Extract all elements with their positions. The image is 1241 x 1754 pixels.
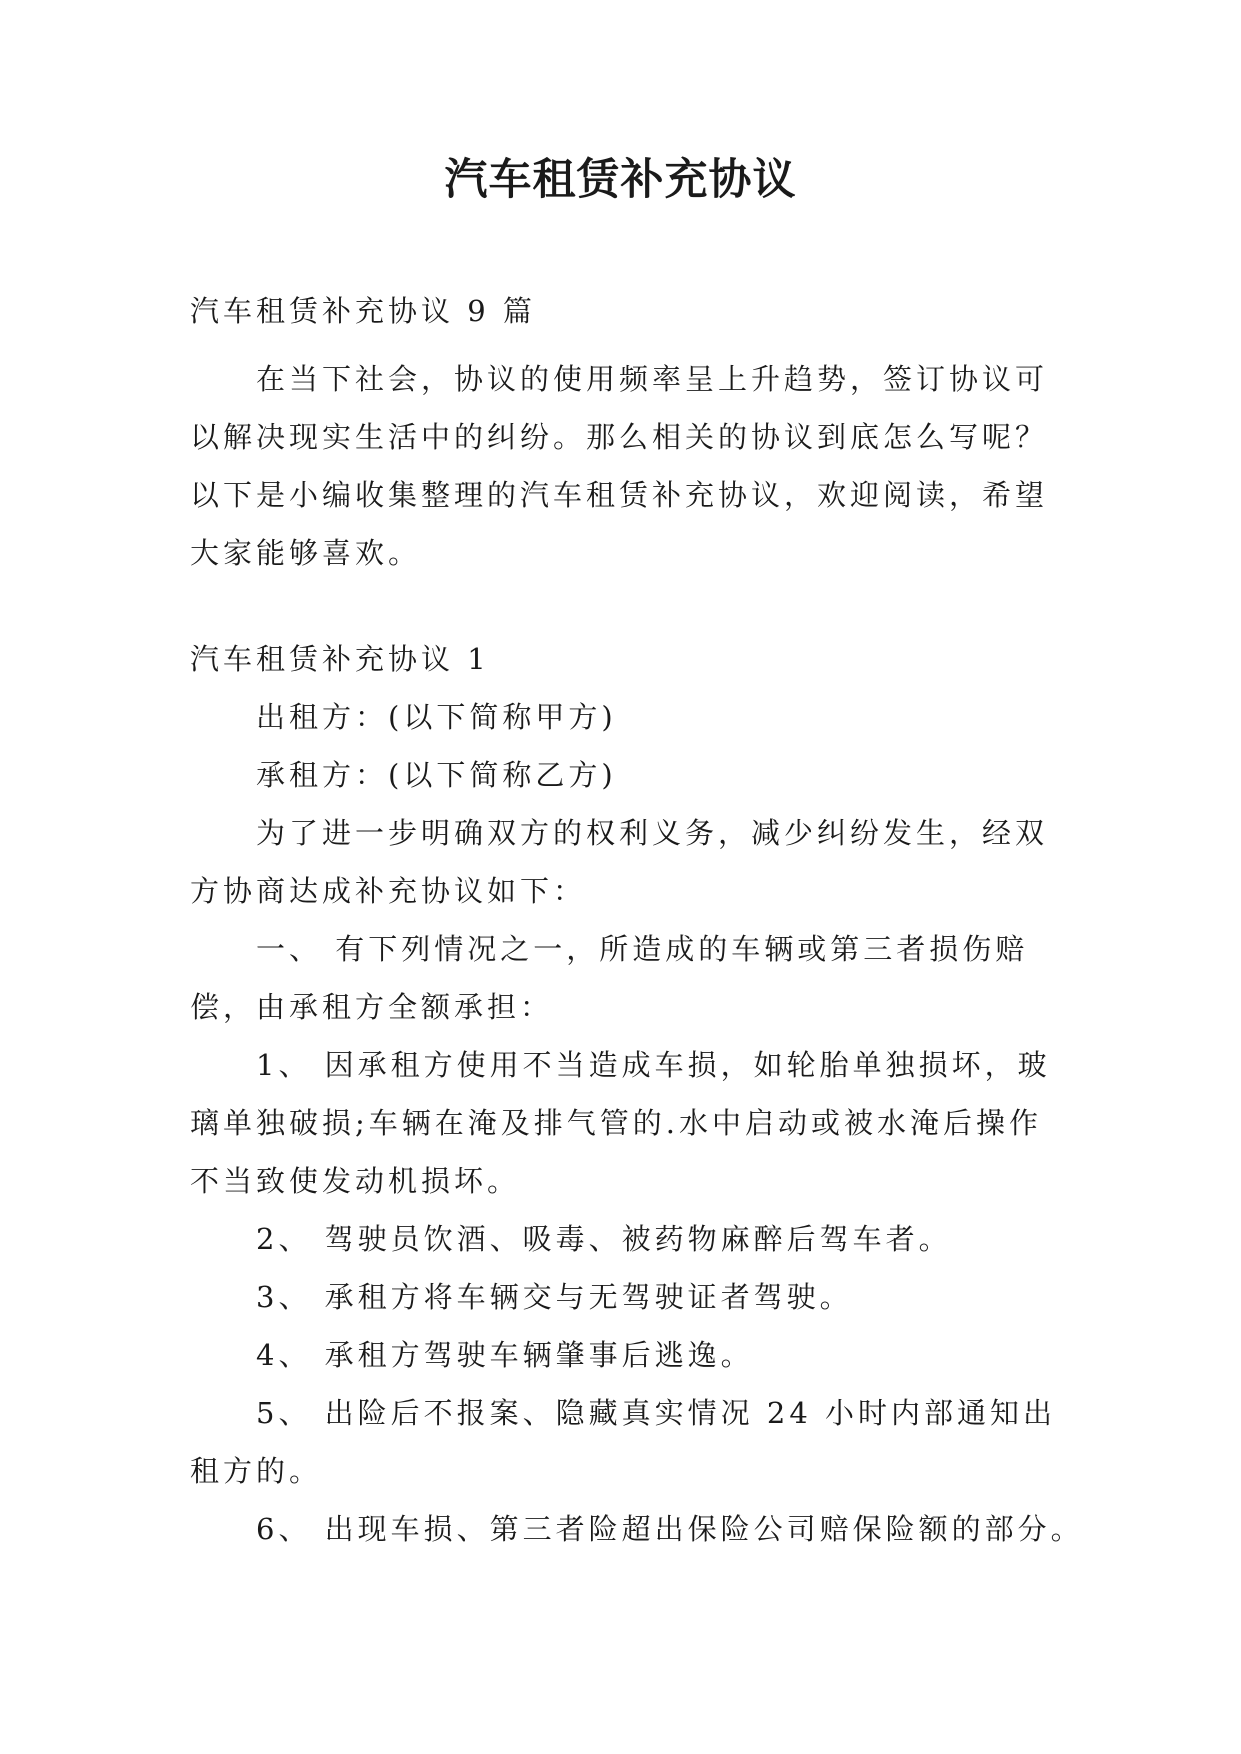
paragraph-line: 为了进一步明确双方的权利义务，减少纠纷发生，经双 [256,816,1049,850]
clause-one [190,920,1052,1036]
intro-paragraph [190,350,1052,582]
clause-item-3: 3、 承租方将车辆交与无驾驶证者驾驶。 [256,1280,853,1314]
document-title: 汽车租赁补充协议 [444,155,797,205]
lessor-line: 出租方：(以下简称甲方) [256,700,617,734]
clause-item-6: 6、 出现车损、第三者险超出保险公司赔保险额的部分。 [256,1512,1084,1546]
paragraph-line: 5、 出险后不报案、隐藏真实情况 24 小时内部通知出 [256,1396,1057,1430]
clause-item-4: 4、 承租方驾驶车辆肇事后逃逸。 [256,1338,754,1372]
paragraph-line: 以解决现实生活中的纠纷。那么相关的协议到底怎么写呢？ [190,420,1049,454]
paragraph-line: 以下是小编收集整理的汽车租赁补充协议，欢迎阅读，希望 [190,478,1049,512]
paragraph-line: 偿，由承租方全额承担： [190,990,554,1024]
clause-item-1 [190,1036,1052,1210]
paragraph-line: 璃单独破损;车辆在淹及排气管的.水中启动或被水淹后操作 [190,1106,1042,1140]
intro-heading: 汽车租赁补充协议 9 篇 [190,294,536,328]
paragraph-line: 1、 因承租方使用不当造成车损，如轮胎单独损坏，玻 [256,1048,1051,1082]
clause-item-2: 2、 驾驶员饮酒、吸毒、被药物麻醉后驾车者。 [256,1222,952,1256]
paragraph-line: 在当下社会，协议的使用频率呈上升趋势，签订协议可 [256,362,1049,396]
lessee-line: 承租方：(以下简称乙方) [256,758,617,792]
paragraph-line: 不当致使发动机损坏。 [190,1164,521,1198]
paragraph-line: 一、 有下列情况之一，所造成的车辆或第三者损伤赔 [256,932,1029,966]
section-heading: 汽车租赁补充协议 1 [190,642,490,676]
purpose-paragraph [190,804,1052,920]
document-body [190,282,1084,1558]
paragraph-line: 大家能够喜欢。 [190,536,422,570]
paragraph-line: 方协商达成补充协议如下： [190,874,587,908]
paragraph-line: 租方的。 [190,1454,323,1488]
clause-item-5 [190,1384,1057,1500]
